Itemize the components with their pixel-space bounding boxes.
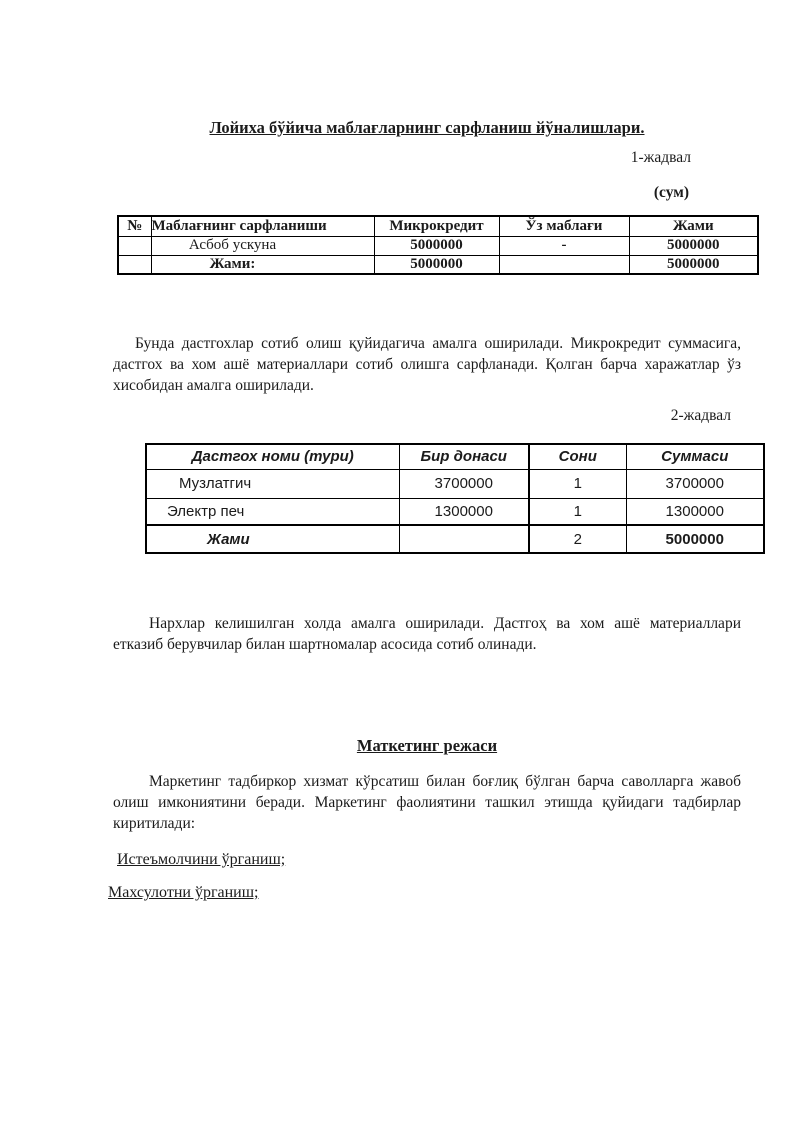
- header-cell-sum: Суммаси: [626, 444, 764, 469]
- cell-sum: 5000000: [626, 525, 764, 553]
- marketing-heading-text: Маткетинг режаси: [356, 736, 498, 755]
- document-title: [113, 118, 741, 138]
- cell-unit-price: 3700000: [399, 469, 529, 498]
- table-row: [146, 469, 764, 498]
- cell-total: 5000000: [629, 236, 758, 255]
- list-item-product-study: Махсулотни ўрганиш;: [108, 884, 259, 901]
- cell-equipment-name: Музлатгич: [146, 469, 399, 498]
- cell-sum: 3700000: [626, 469, 764, 498]
- cell-quantity: 1: [529, 469, 626, 498]
- cell-quantity: 1: [529, 498, 626, 525]
- table-header-row: [118, 216, 758, 236]
- cell-unit-price: [399, 525, 529, 553]
- header-cell-own-funds: Ўз маблағи: [499, 216, 629, 236]
- header-cell-equipment-name: Дастгох номи (тури): [146, 444, 399, 469]
- funds-allocation-table: [117, 215, 759, 275]
- currency-label: (сум): [653, 184, 689, 201]
- cell-name: Асбоб ускуна: [151, 236, 374, 255]
- cell-own-funds: [499, 255, 629, 274]
- cell-microcredit: 5000000: [374, 236, 499, 255]
- cell-name: Жами:: [151, 255, 374, 274]
- equipment-table: [145, 443, 765, 554]
- cell-no: [118, 255, 151, 274]
- header-cell-total: Жами: [629, 216, 758, 236]
- header-cell-allocation: Маблағнинг сарфланиши: [151, 216, 374, 236]
- table1-caption: 1-жадвал: [630, 149, 691, 166]
- list-item-consumer-study: Истеъмолчини ўрганиш;: [117, 851, 286, 868]
- header-cell-quantity: Сони: [529, 444, 626, 469]
- table2-caption: 2-жадвал: [670, 407, 731, 424]
- cell-no: [118, 236, 151, 255]
- cell-microcredit: 5000000: [374, 255, 499, 274]
- cell-unit-price: 1300000: [399, 498, 529, 525]
- table-row: [118, 236, 758, 255]
- header-cell-microcredit: Микрокредит: [374, 216, 499, 236]
- table-total-row: [146, 525, 764, 553]
- header-cell-unit-price: Бир донаси: [399, 444, 529, 469]
- document-title-text: Лойиха бўйича маблағларнинг сарфланиш йўналишлари.: [209, 118, 645, 137]
- table-row: [146, 498, 764, 525]
- cell-total: 5000000: [629, 255, 758, 274]
- header-cell-no: №: [118, 216, 151, 236]
- cell-equipment-name: Электр печ: [146, 498, 399, 525]
- paragraph-marketing: Маркетинг тадбиркор хизмат кўрсатиш билан боғлиқ бўлган барча саволларга жавоб олиш имкониятини беради. Маркетинг фаолиятини ташкил этишда қуйидаги тадбирлар киритилади:: [113, 773, 741, 832]
- cell-own-funds: -: [499, 236, 629, 255]
- cell-sum: 1300000: [626, 498, 764, 525]
- cell-total-label: Жами: [146, 525, 399, 553]
- paragraph-funds-explanation: Бунда дастгохлар сотиб олиш қуйидагича амалга оширилади. Микрокредит суммасига, дастгох ва хом ашё материаллари сотиб олишга сарфланади. Қолган барча харажатлар ўз хисобидан амалга оширилади.: [113, 335, 741, 394]
- cell-quantity: 2: [529, 525, 626, 553]
- paragraph-prices: Нархлар келишилган холда амалга оширилади. Дастгоҳ ва хом ашё материаллари етказиб берувчилар билан шартномалар асосида сотиб олинади.: [113, 615, 741, 653]
- marketing-heading: [113, 736, 741, 756]
- table-total-row: [118, 255, 758, 274]
- table-header-row: [146, 444, 764, 469]
